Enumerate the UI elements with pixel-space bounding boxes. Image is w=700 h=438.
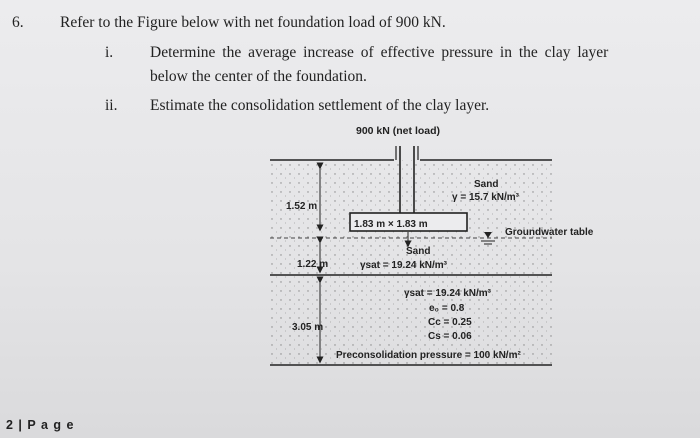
sand-top-name: Sand xyxy=(474,179,499,190)
clay-cs: Cs = 0.06 xyxy=(428,331,472,342)
question-number: 6. xyxy=(12,14,24,31)
item-ii-text: Estimate the consolidation settlement of the clay layer. xyxy=(150,97,490,114)
clay-cc: Cc = 0.25 xyxy=(428,317,472,328)
item-numeral-i: i. xyxy=(105,44,114,61)
clay-gamma: γsat = 19.24 kN/m³ xyxy=(404,288,491,299)
water-table-label: Groundwater table xyxy=(505,227,594,238)
preconsolidation-label: Preconsolidation pressure = 100 kN/m² xyxy=(336,350,521,361)
load-label: 900 kN (net load) xyxy=(356,125,441,137)
sand-bottom-gamma: γsat = 19.24 kN/m³ xyxy=(360,260,447,271)
item-numeral-ii: ii. xyxy=(105,97,118,114)
depth-top-label: 1.52 m xyxy=(286,201,318,212)
sand-top-gamma: γ = 15.7 kN/m³ xyxy=(452,192,519,203)
question-prompt: Refer to the Figure below with net foundation load of 900 kN. xyxy=(60,14,446,31)
depth-clay-label: 3.05 m xyxy=(292,322,324,333)
clay-e0: e₀ = 0.8 xyxy=(429,303,465,314)
item-i-text-line2: below the center of the foundation. xyxy=(150,68,367,85)
sand-bottom-name: Sand xyxy=(406,246,431,257)
page-number-footer: 2 | P a g e xyxy=(6,418,75,432)
item-i-text-line1: Determine the average increase of effective pressure in the clay layer xyxy=(150,44,609,61)
depth-middle-label: 1.22 m xyxy=(297,259,329,270)
footing-size-label: 1.83 m × 1.83 m xyxy=(354,219,428,230)
